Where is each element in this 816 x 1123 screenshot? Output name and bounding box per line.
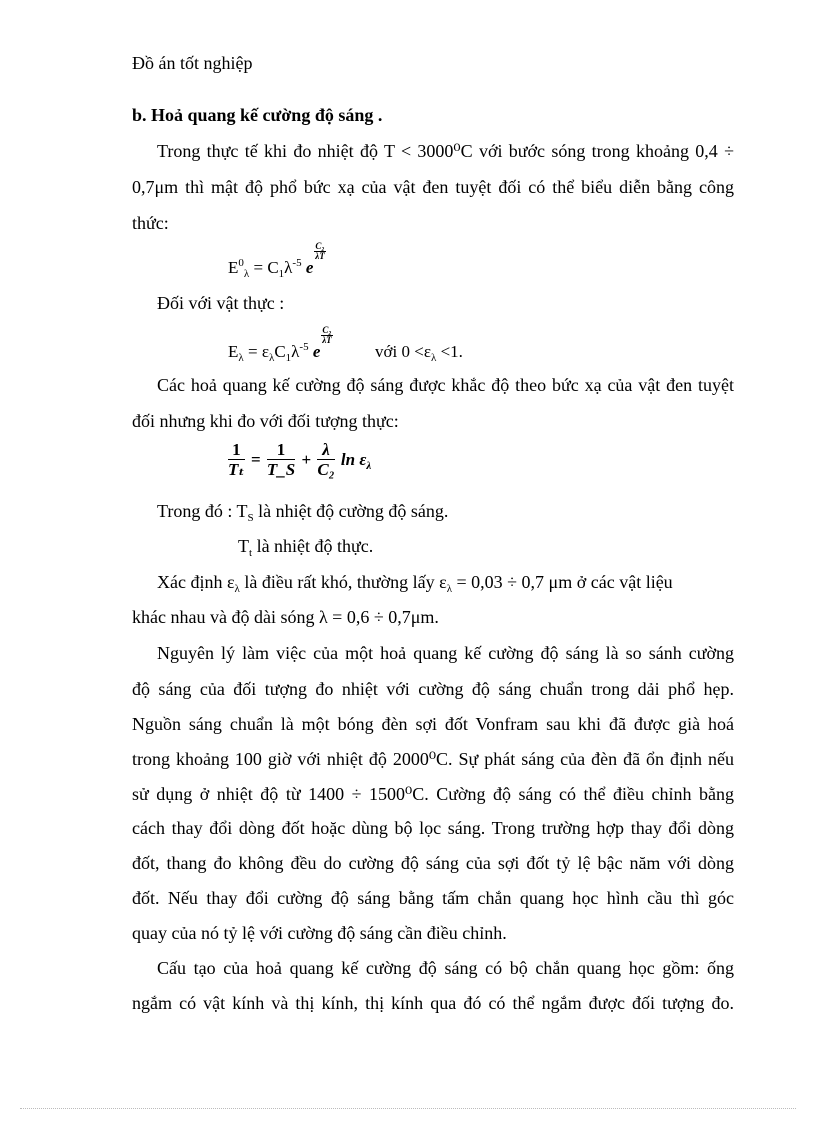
paragraph-1-line-2: 0,7μm thì mật độ phổ bức xạ của vật đen tuyệt đối có thể biểu diễn bằng công <box>132 177 734 197</box>
paragraph-1-line-3: thức: <box>132 213 169 233</box>
paragraph-4-line-2: khác nhau và độ dài sóng λ = 0,6 ÷ 0,7μm. <box>132 607 439 627</box>
paragraph-5-line-1: Nguyên lý làm việc của một hoả quang kế cường độ sáng là so sánh cường <box>157 643 734 663</box>
paragraph-5-line-4: trong khoảng 100 giờ với nhiệt độ 2000⁰C. Sự phát sáng của đèn đã ổn định nếu <box>132 749 734 769</box>
paragraph-6-line-1: Cấu tạo của hoả quang kế cường độ sáng có bộ chắn quang học gồm: ống <box>157 958 734 978</box>
paragraph-3-line-1: Các hoả quang kế cường độ sáng được khắc độ theo bức xạ của vật đen tuyệt <box>157 375 734 395</box>
paragraph-3-line-2: đối nhưng khi đo với đối tượng thực: <box>132 411 399 431</box>
formula-temperature-relation: $\frac{1}{\text{Tₜ}}$ = $\frac{1}{T\_S}$ + $\frac{\lambda}{\text{C₂}}$ $\ln \varepsilon_\lambda$ <box>228 440 372 479</box>
section-title: b. Hoả quang kế cường độ sáng . <box>132 105 383 125</box>
paragraph-6-line-2: ngắm có vật kính và thị kính, thị kính qua đó có thể ngắm được đối tượng đo. <box>132 993 734 1013</box>
definition-ts: Trong đó : $T_S$ là nhiệt độ cường độ sáng. <box>157 501 449 524</box>
paragraph-5-line-7: đốt, thang đo không đều do cường độ sáng của sợi đốt tỷ lệ bậc năm với dòng <box>132 853 734 873</box>
paragraph-5-line-9: quay của nó tỷ lệ với cường độ sáng cần điều chỉnh. <box>132 923 507 943</box>
definition-tt: $T_t$ là nhiệt độ thực. <box>238 536 374 559</box>
paragraph-5-line-6: cách thay đổi dòng đốt hoặc dùng bộ lọc sáng. Trong trường hợp thay đổi dòng <box>132 818 734 838</box>
exponent-fraction: $\frac{\text{C₂}}{\lambda T}$ <box>315 241 325 261</box>
paragraph-5-line-8: đốt. Nếu thay đổi cường độ sáng bằng tấm chắn quang học hình cầu thì góc <box>132 888 734 908</box>
exponent-fraction: $\frac{\text{C₂}}{\lambda T}$ <box>322 325 332 345</box>
paragraph-5-line-2: độ sáng của đối tượng đo nhiệt với cường độ sáng chuẩn trong dải phổ hẹp. <box>132 679 734 699</box>
formula-real-body: $E_\lambda = \varepsilon_\lambda C_1\lambda^{-5}$ e $\frac{\text{C₂}}{\lambda T}$ với $0 <\varepsilon_\lambda <1$. <box>228 325 463 364</box>
paragraph-2: Đối với vật thực : <box>157 293 285 313</box>
page-bottom-divider <box>20 1108 796 1109</box>
paragraph-1-line-1: Trong thực tế khi đo nhiệt độ T < 3000⁰C với bước sóng trong khoảng 0,4 ÷ <box>157 141 734 161</box>
paragraph-4-line-1: Xác định $\varepsilon_\lambda$ là điều rất khó, thường lấy $\varepsilon_\lambda = 0,03 \div 0,7$ μm ở các vật liệu <box>157 572 673 595</box>
paragraph-5-line-3: Nguồn sáng chuẩn là một bóng đèn sợi đốt Vonfram sau khi đã được già hoá <box>132 714 734 734</box>
formula-black-body: $E^0_\lambda = C_1\lambda^{-5}$ e $\frac{\text{C₂}}{\lambda T}$ <box>228 241 325 280</box>
page-header: Đồ án tốt nghiệp <box>132 53 253 73</box>
paragraph-5-line-5: sử dụng ở nhiệt độ từ 1400 ÷ 1500⁰C. Cường độ sáng có thể điều chỉnh bằng <box>132 784 734 804</box>
